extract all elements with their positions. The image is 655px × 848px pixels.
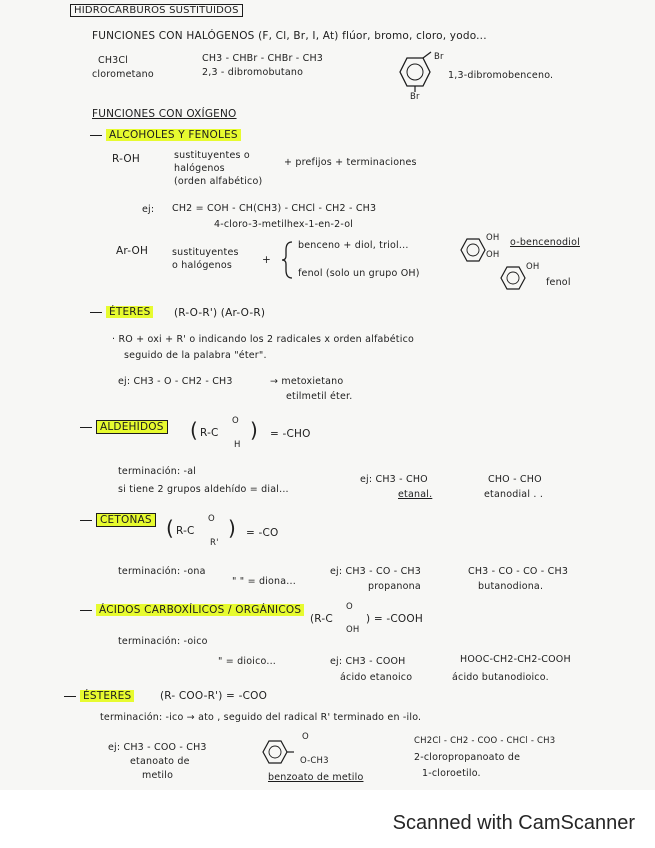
acid-group: ) = -COOH: [366, 613, 423, 625]
ethanal-formula: ej: CH3 - CHO: [360, 474, 428, 485]
ketones-heading: CETONAS: [96, 513, 156, 527]
acids-heading: ÁCIDOS CARBOXÍLICOS / ORGÁNICOS: [96, 604, 304, 616]
acid-formula-r: (R-C: [310, 613, 333, 625]
ethanedial-formula: CHO - CHO: [488, 474, 542, 485]
prefix-suffix-rule: + prefijos + terminaciones: [284, 157, 417, 168]
ethers-example-formula: ej: CH3 - O - CH2 - CH3: [118, 376, 233, 387]
butanedioic-formula: HOOC-CH2-CH2-COOH: [460, 654, 571, 665]
aldehydes-heading: ALDEHÍDOS: [96, 420, 168, 434]
propanone-formula: ej: CH3 - CO - CH3: [330, 566, 421, 577]
aldehydes-section: [80, 421, 168, 433]
ketone-formula-r: R-C: [176, 525, 195, 537]
ethers-rule-2: seguido de la palabra "éter".: [124, 350, 267, 361]
page-title: HIDROCARBUROS SUSTITUIDOS: [70, 4, 243, 17]
branch-brace-icon: [282, 240, 296, 280]
aldehyde-formula-o: O: [232, 416, 239, 426]
ethanedial-name: etanodial . .: [484, 489, 544, 500]
r-oh-desc-2: halógenos: [174, 163, 225, 174]
ketone-paren-close: ): [228, 516, 237, 540]
ar-oh-desc-2: o halógenos: [172, 260, 232, 271]
benzoate-carbonyl-o: O: [302, 732, 309, 742]
ketone-termination: terminación: -ona: [118, 566, 206, 577]
ketone-paren-open: (: [166, 516, 175, 540]
benzoate-ring-icon: [262, 740, 288, 764]
dibromobutane-formula: CH3 - CHBr - CHBr - CH3: [202, 53, 324, 64]
alcohols-heading: ALCOHOLES Y FENOLES: [106, 129, 241, 141]
ketone-formula-o: O: [208, 514, 215, 524]
bullet-dash: [64, 696, 76, 697]
ethers-example-name-1: → metoxietano: [270, 376, 344, 387]
catechol-oh-bottom: OH: [486, 250, 500, 260]
methyl-ethanoate-formula: ej: CH3 - COO - CH3: [108, 742, 207, 753]
aldehyde-paren-close: ): [250, 418, 259, 442]
bullet-dash: [80, 610, 92, 611]
propanone-name: propanona: [368, 581, 421, 592]
butanedione-name: butanodiona.: [478, 581, 544, 592]
butanedioic-name: ácido butanodioico.: [452, 672, 549, 683]
ketone-formula-r2: R': [210, 538, 219, 548]
phenol-oh: OH: [526, 262, 540, 272]
phenol-name: fenol: [546, 277, 571, 288]
ethanoic-formula: ej: CH3 - COOH: [330, 656, 406, 667]
aldehyde-termination: terminación: -al: [118, 466, 197, 477]
aldehyde-formula-h: H: [234, 440, 241, 450]
acid-formula-oh: OH: [346, 625, 360, 635]
phenol-branch: fenol (solo un grupo OH): [298, 268, 420, 279]
bullet-dash: [80, 520, 92, 521]
ketone-diona-rule: " " = diona...: [232, 576, 296, 587]
alcohol-example-label: ej:: [142, 204, 155, 215]
dibromobutane-name: 2,3 - dibromobutano: [202, 67, 304, 78]
esters-formula: (R- COO-R') = -COO: [160, 690, 268, 702]
r-oh-desc-1: sustituyentes o: [174, 150, 250, 161]
ar-oh-plus: +: [262, 254, 271, 266]
ethers-formula: (R-O-R') (Ar-O-R): [174, 307, 266, 319]
ethanoic-name: ácido etanoico: [340, 672, 413, 683]
aldehyde-dial-rule: si tiene 2 grupos aldehído = dial...: [118, 484, 289, 495]
chloroethyl-ester-name-2: 1-cloroetilo.: [422, 768, 481, 779]
butanedione-formula: CH3 - CO - CO - CH3: [468, 566, 569, 577]
alcohols-section: [90, 129, 241, 141]
aldehyde-group: = -CHO: [270, 428, 311, 440]
scanner-watermark: Scanned with CamScanner: [392, 812, 635, 834]
ketones-section: [80, 514, 156, 526]
r-oh-desc-3: (orden alfabético): [174, 176, 263, 187]
catechol-name: o-bencenodiol: [510, 237, 580, 248]
ethanal-name: etanal.: [398, 489, 433, 500]
ethers-rule-1: · RO + oxi + R' o indicando los 2 radicales x orden alfabético: [112, 334, 415, 345]
chloromethane-name: clorometano: [92, 69, 154, 80]
ar-oh-label: Ar-OH: [116, 245, 149, 257]
esters-heading: ÉSTERES: [80, 690, 134, 702]
methyl-ethanoate-name-1: etanoato de: [130, 756, 190, 767]
dibromobenzene-br-top: Br: [434, 52, 444, 62]
benzene-diol-branch: benceno + diol, triol...: [298, 240, 409, 251]
catechol-oh-top: OH: [486, 233, 500, 243]
acid-dioico-rule: " = dioico...: [218, 656, 277, 667]
ethers-heading: ÉTERES: [106, 306, 153, 318]
chloroethyl-ester-name-1: 2-cloropropanoato de: [414, 752, 521, 763]
dibromobenzene-name: 1,3-dibromobenceno.: [448, 70, 554, 81]
ketone-group: = -CO: [246, 527, 279, 539]
ar-oh-desc-1: sustituyentes: [172, 247, 239, 258]
oxygen-heading: FUNCIONES CON OXÍGENO: [92, 108, 237, 120]
esters-termination: terminación: -ico → ato , seguido del radical R' terminado en -ilo.: [100, 712, 422, 723]
benzoate-name: benzoato de metilo: [268, 772, 364, 783]
bullet-dash: [90, 135, 102, 136]
dibromobenzene-br-bottom: Br: [410, 92, 420, 102]
aldehyde-paren-open: (: [190, 418, 199, 442]
aldehyde-formula-r: R-C: [200, 427, 219, 439]
chloroethyl-ester-formula: CH2Cl - CH2 - COO - CHCl - CH3: [414, 736, 556, 746]
halogen-heading: FUNCIONES CON HALÓGENOS (F, Cl, Br, I, At) flúor, bromo, cloro, yodo...: [92, 30, 487, 42]
esters-section: [64, 690, 134, 702]
alcohol-example-name: 4-cloro-3-metilhex-1-en-2-ol: [214, 219, 354, 230]
alcohol-example-formula: CH2 = COH - CH(CH3) - CHCl - CH2 - CH3: [172, 203, 377, 214]
dibromobenzene-ring-icon: [398, 56, 432, 88]
catechol-ring-icon: [460, 238, 486, 262]
acids-section: [80, 604, 304, 616]
bullet-dash: [80, 427, 92, 428]
chloromethane-formula: CH3Cl: [98, 55, 129, 66]
acid-formula-o: O: [346, 602, 353, 612]
bullet-dash: [90, 312, 102, 313]
ethers-section: [90, 306, 153, 318]
methyl-ethanoate-name-2: metilo: [142, 770, 174, 781]
r-oh-label: R-OH: [112, 153, 140, 165]
benzoate-och3: O-CH3: [300, 756, 329, 766]
phenol-ring-icon: [500, 266, 526, 290]
ethers-example-name-2: etilmetil éter.: [286, 391, 353, 402]
acid-termination: terminación: -oico: [118, 636, 208, 647]
